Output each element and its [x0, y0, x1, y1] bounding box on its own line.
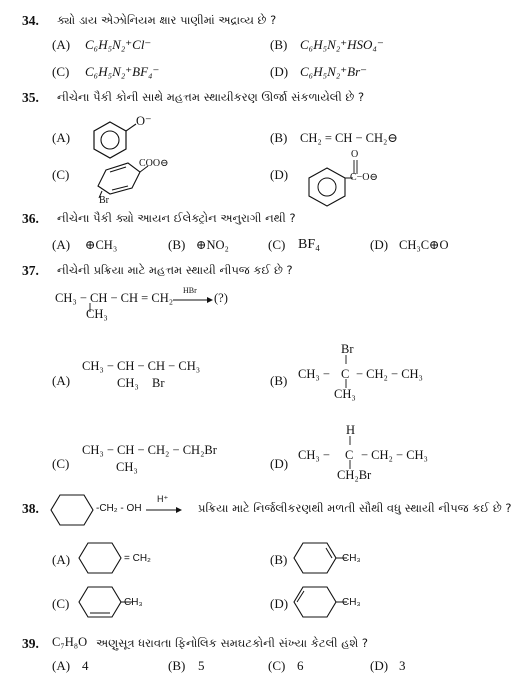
- q37-option-d-top: H: [346, 423, 356, 437]
- q36-option-a: ⊕CH₃: [85, 238, 118, 252]
- q35-option-d-label: (D): [270, 167, 289, 182]
- q36-option-b-label: (B): [168, 237, 186, 252]
- q34-option-d: C₆H₅N₂⁺Br⁻: [300, 64, 368, 79]
- q38-option-b-ring: [293, 542, 337, 574]
- q39-option-c-label: (C): [268, 658, 286, 673]
- q39-formula: C₇H₈O: [52, 635, 88, 649]
- q38-option-d: CH₃: [342, 597, 361, 608]
- q37-option-a-main: CH₃ − CH − CH − CH₃: [82, 359, 201, 373]
- q38-option-c: CH₃: [124, 597, 143, 608]
- q37-option-a-label: (A): [52, 373, 71, 388]
- q37-option-a-substituent-2: Br: [152, 376, 165, 390]
- q35-option-a-label: (A): [52, 130, 71, 145]
- q38-option-b: CH₃: [342, 553, 361, 564]
- q37-product: (?): [214, 291, 228, 305]
- q37-option-c-label: (C): [52, 456, 70, 471]
- q38-option-d-label: (D): [270, 596, 289, 611]
- q35-option-d-group: C−O⊖: [350, 172, 378, 183]
- q37-text: નીચેની પ્રક્રિયા માટે મહત્તમ સ્થાયી નીપજ કઈ છે ?: [57, 263, 293, 277]
- q34-option-a-label: (A): [52, 37, 71, 52]
- q37-reactant-substituent: CH₃: [86, 307, 108, 321]
- q39-option-d: 3: [399, 658, 406, 673]
- q38-substituent: -CH₂ - OH: [96, 503, 142, 514]
- q38-option-b-label: (B): [270, 552, 288, 567]
- q37-option-b-left: CH₃ −: [298, 367, 330, 381]
- q34-number: 34.: [22, 13, 39, 28]
- q37-option-c-substituent: CH₃: [116, 460, 138, 474]
- q37-option-b-right: − CH₂ − CH₃: [356, 367, 423, 381]
- q34-option-c-label: (C): [52, 64, 70, 79]
- q35-number: 35.: [22, 90, 39, 105]
- q35-option-c-substituent: Br: [99, 195, 109, 206]
- q34-option-a: C₆H₅N₂⁺Cl⁻: [85, 37, 152, 52]
- q35-option-c-label: (C): [52, 167, 70, 182]
- q39-option-d-label: (D): [370, 658, 389, 673]
- q38-number: 38.: [22, 501, 39, 516]
- q37-option-b-center: C: [341, 367, 350, 381]
- q37-option-d-left: CH₃ −: [298, 448, 330, 462]
- q38-reagent: H⁺: [157, 494, 169, 504]
- q36-option-b: ⊕NO₂: [196, 238, 229, 252]
- q34-option-d-label: (D): [270, 64, 289, 79]
- q39-option-b: 5: [198, 658, 205, 673]
- q36-option-d: CH₃C⊕O: [399, 238, 449, 252]
- q34-option-c: C₆H₅N₂⁺BF₄⁻: [85, 64, 160, 79]
- q39-number: 39.: [22, 636, 39, 651]
- q38-option-c-ring: [78, 586, 122, 618]
- q38-text: પ્રક્રિયા માટે નિર્જલીકરણથી મળતી સૌથી વધુ સ્થાયી નીપજ કઈ છે ?: [198, 501, 512, 515]
- q38-reaction-arrow: [146, 506, 182, 514]
- q39-option-a: 4: [82, 658, 89, 673]
- q38-option-a-ring: [78, 542, 122, 574]
- q36-option-c: BF₄: [298, 237, 321, 252]
- q35-option-c-group: COO⊖: [139, 158, 169, 169]
- q37-option-d-bottom: CH₂Br: [337, 468, 372, 482]
- q39-option-b-label: (B): [168, 658, 186, 673]
- q37-option-b-label: (B): [270, 373, 288, 388]
- q38-cyclohexane-ring: [50, 494, 94, 526]
- q39-text: અણુસૂત્ર ધરાવતા ફિનોલિક સમઘટકોની સંખ્યા કેટલી હશે ?: [96, 636, 369, 650]
- q37-option-d-center: C: [345, 448, 354, 462]
- q38-option-d-ring: [293, 586, 337, 618]
- q38-option-c-label: (C): [52, 596, 70, 611]
- q36-text: નીચેના પૈકી ક્યો આયન ઈલેક્ટ્રોન અનુરાગી નથી ?: [57, 211, 296, 225]
- q37-number: 37.: [22, 263, 39, 278]
- q35-option-b-label: (B): [270, 130, 288, 145]
- q38-option-a-label: (A): [52, 552, 71, 567]
- q35-text: નીચેના પૈકી કોની સાથે મહત્તમ સ્થાયીકરણ ઊર્જા સંકળાયેલી છે ?: [57, 90, 365, 104]
- q37-option-d-right: − CH₂ − CH₃: [361, 448, 428, 462]
- q37-option-b-top: Br: [341, 342, 354, 356]
- q36-number: 36.: [22, 211, 39, 226]
- q37-reagent: HBr: [183, 286, 197, 295]
- q39-option-c: 6: [297, 658, 304, 673]
- q37-option-c-main: CH₃ − CH − CH₂ − CH₂Br: [82, 443, 217, 457]
- q37-reaction-arrow: [173, 296, 213, 304]
- q38-option-a: = CH₂: [124, 553, 151, 564]
- q36-option-a-label: (A): [52, 237, 71, 252]
- q35-option-d-oxygen: O: [351, 149, 359, 160]
- q36-option-d-label: (D): [370, 237, 389, 252]
- q34-option-b-label: (B): [270, 37, 288, 52]
- q39-option-a-label: (A): [52, 658, 71, 673]
- q37-option-a-substituent-1: CH₃: [117, 376, 139, 390]
- q37-option-b-bottom: CH₃: [334, 387, 356, 401]
- q37-reactant: CH₃ − CH − CH = CH₂: [55, 291, 174, 305]
- q35-option-b: CH₂ = CH − CH₂⊖: [300, 131, 398, 145]
- q35-option-a-charge: O⁻: [136, 114, 152, 128]
- q36-option-c-label: (C): [268, 237, 286, 252]
- q34-text: ક્યો ડાય એઝોનિયમ ક્ષાર પાણીમાં અદ્રાવ્ય છે ?: [57, 13, 277, 27]
- benzoate-structure: [305, 160, 355, 208]
- q37-option-d-label: (D): [270, 456, 289, 471]
- q34-option-b: C₆H₅N₂⁺HSO₄⁻: [300, 37, 384, 52]
